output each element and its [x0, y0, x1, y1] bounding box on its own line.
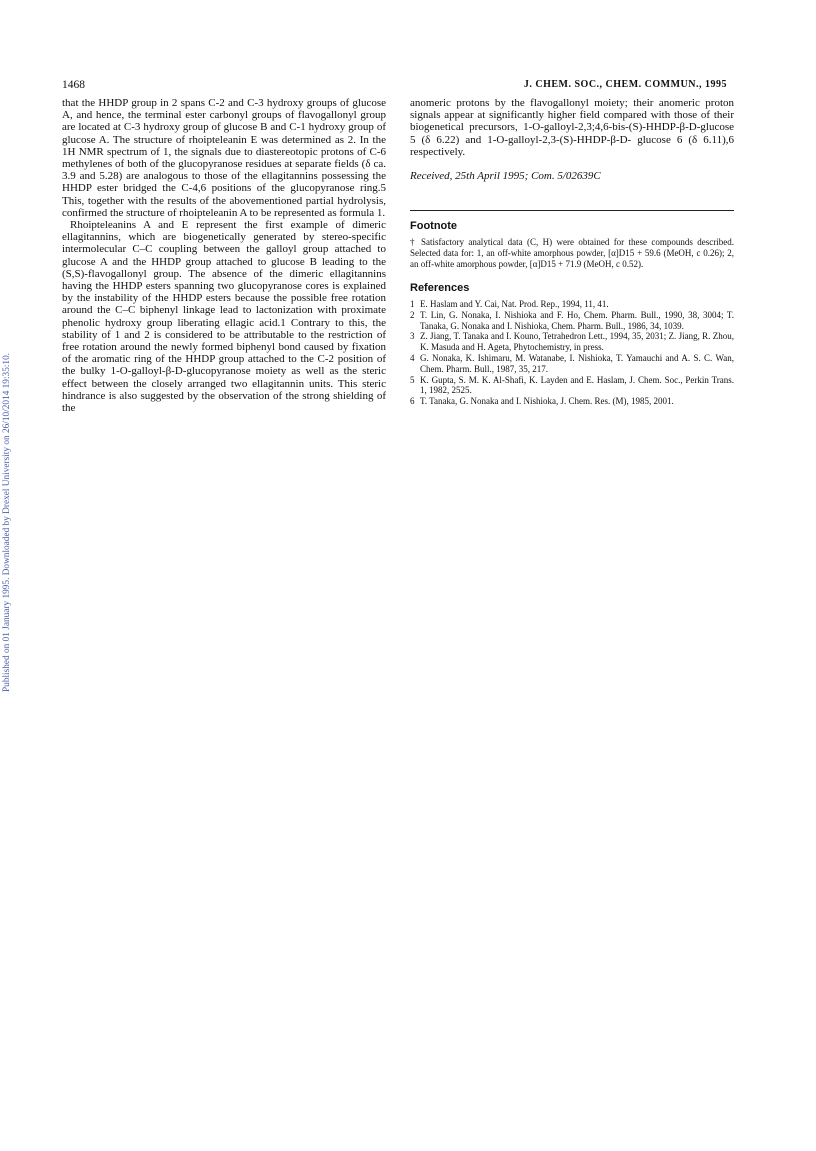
reference-item	[410, 353, 734, 375]
reference-item	[410, 310, 734, 332]
body-paragraph-1: that the HHDP group in 2 spans C-2 and C-3 hydroxy groups of glucose A, and hence, the terminal ester carbonyl groups of flavogallonyl group are located at C-3 hydroxy group of glucose B and C-1 hydroxy group of glucose A. The structure of rhoipteleanin E was determined as 2. In the 1H NMR spectrum of 1, the signals due to diastereotopic protons of C-6 methylenes of both of the glucopyranose residues at separate fields (δ ca. 3.9 and 5.28) are analogous to those of the ellagitannins possessing the HHDP ester bridged the C-4,6 positions of the glucopyranose ring.5 This, together with the results of the abovementioned partial hydrolysis, confirmed the structure of rhoipteleanin A to be represented as formula 1.	[62, 97, 386, 219]
reference-text: G. Nonaka, K. Ishimaru, M. Watanabe, I. Nishioka, T. Yamauchi and A. S. C. Wan, Chem. Pharm. Bull., 1987, 35, 217.	[420, 353, 734, 374]
reference-text: K. Gupta, S. M. K. Al-Shafi, K. Layden and E. Haslam, J. Chem. Soc., Perkin Trans. 1, 1982, 2525.	[420, 374, 734, 396]
reference-text: Z. Jiang, T. Tanaka and I. Kouno, Tetrahedron Lett., 1994, 35, 2031; Z. Jiang, R. Zhou, K. Masuda and H. Ageta, Phytochemistry, in press.	[420, 331, 734, 353]
reference-item	[410, 299, 734, 310]
reference-number: 5	[410, 374, 415, 385]
left-column	[62, 97, 386, 414]
reference-text: T. Tanaka, G. Nonaka and I. Nishioka, J. Chem. Res. (M), 1985, 2001.	[420, 396, 674, 407]
received-line: Received, 25th April 1995; Com. 5/02639C	[410, 170, 601, 183]
reference-item	[410, 331, 734, 353]
section-divider	[410, 210, 734, 211]
reference-list	[410, 299, 734, 407]
references-heading: References	[410, 281, 470, 294]
right-column	[410, 97, 734, 407]
reference-number: 4	[410, 353, 415, 363]
reference-number: 3	[410, 331, 415, 342]
footnote-text: † Satisfactory analytical data (C, H) were obtained for these compounds described. Selected data for: 1, an off-white amorphous powder, [α]D15 + 59.6 (MeOH, c 0.26); 2, an off-white amorphous powder, [α]D15 + 71.9 (MeOH, c 0.52).	[410, 237, 734, 270]
publication-watermark	[2, 292, 18, 692]
reference-item	[410, 396, 734, 407]
reference-text: T. Lin, G. Nonaka, I. Nishioka and F. Ho, Chem. Pharm. Bull., 1990, 38, 3004; T. Tanaka, G. Nonaka and I. Nishioka, Chem. Pharm. Bull., 1986, 34, 1039.	[420, 309, 734, 331]
page-number: 1468	[62, 79, 85, 91]
reference-item	[410, 375, 734, 397]
publication-watermark-text: Published on 01 January 1995. Downloaded by Drexel University on 26/10/2014 19:35:10.	[2, 352, 12, 692]
body-paragraph-3: anomeric protons by the flavogallonyl moiety; their anomeric proton signals appear at significantly higher field compared with those of their biogenetical precursors, 1-O-galloyl-2,3;4,6-bis-(S)-HHDP-β-D-glucose 5 (δ 6.22) and 1-O-galloyl-2,3-(S)-HHDP-β-D- glucose 6 (δ 6.11),6 respectively.	[410, 97, 734, 158]
footnote-heading: Footnote	[410, 220, 458, 233]
reference-number: 2	[410, 309, 415, 320]
running-head: J. CHEM. SOC., CHEM. COMMUN., 1995	[523, 79, 727, 90]
reference-text: E. Haslam and Y. Cai, Nat. Prod. Rep., 1994, 11, 41.	[420, 299, 609, 310]
reference-number: 1	[410, 299, 415, 310]
reference-number: 6	[410, 396, 415, 407]
body-paragraph-2: Rhoipteleanins A and E represent the first example of dimeric ellagitannins, which are biogenetically generated by stereo-specific intermolecular C–C coupling between the galloyl group attached to glucose A and the HHDP group attached to glucose B leading to the (S,S)-flavogallonyl group. The absence of the dimeric ellagitannins having the HHDP esters spanning two glucopyranose cores is explained by the instability of the HHDP esters because the possible free rotation around the C–C biphenyl linkage lead to lactonization with proximate phenolic hydroxy group liberating ellagic acid.1 Contrary to this, the stability of 1 and 2 is considered to be attributable to the restriction of free rotation around the newly formed biphenyl bond caused by fixation of the aromatic ring of the HHDP group attached to the C-2 position of the bulky 1-O-galloyl-β-D-glucopyranose moiety as well as the steric effect between the closely arranged two ellagitannin units. This steric hindrance is also suggested by the observation of the strong shielding of the	[62, 219, 386, 415]
